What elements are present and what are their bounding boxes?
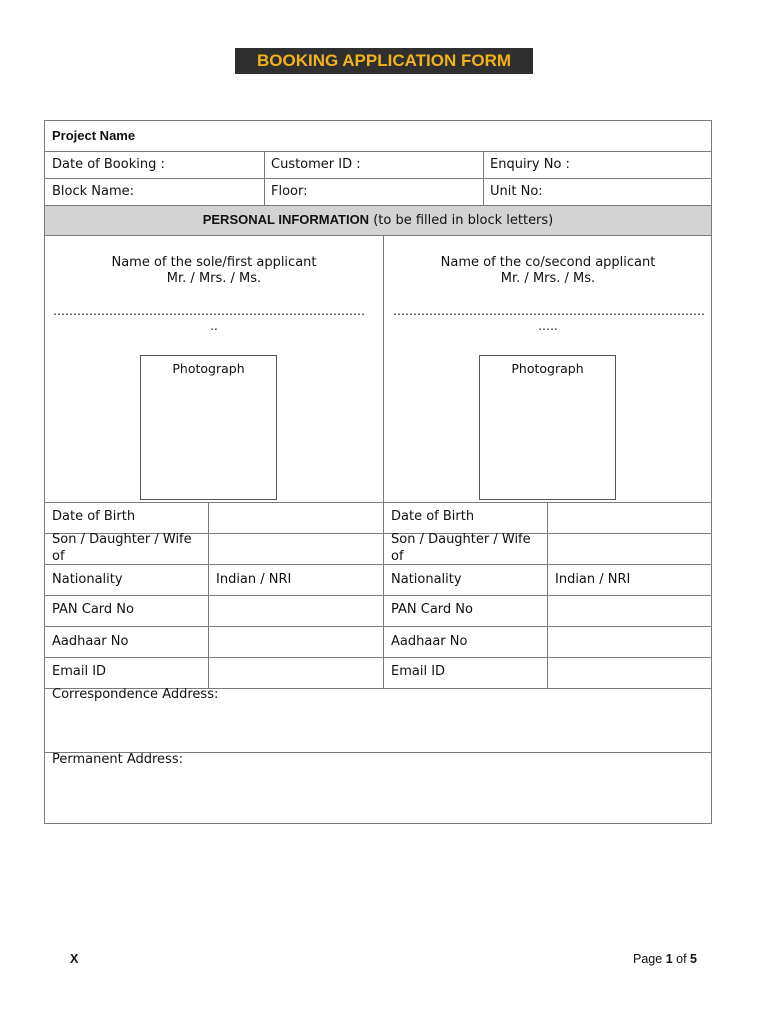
project-name-label: Project Name: [52, 128, 136, 143]
nationality-label: Nationality: [52, 572, 123, 587]
date-of-booking-label: Date of Booking :: [52, 157, 165, 172]
pan-label: PAN Card No: [52, 602, 134, 617]
divider: [45, 178, 711, 179]
divider: [208, 502, 209, 688]
section-note: (to be filled in block letters): [373, 213, 554, 228]
correspondence-address-label: Correspondence Address:: [52, 687, 219, 702]
second-applicant-name-line-end: .….: [538, 319, 558, 333]
first-applicant-photo-box: [140, 355, 277, 500]
page-current: 1: [665, 952, 673, 966]
divider: [547, 502, 548, 688]
divider: [45, 657, 711, 658]
permanent-address-label: Permanent Address:: [52, 752, 183, 767]
floor-label: Floor:: [271, 184, 308, 199]
aadhaar-label: Aadhaar No: [391, 634, 468, 649]
page-word: Page: [633, 952, 663, 966]
second-applicant-name-line: ……………………………………………………………………: [393, 304, 705, 318]
aadhaar-label: Aadhaar No: [52, 634, 129, 649]
second-applicant-salutation: Mr. / Mrs. / Ms.: [500, 271, 596, 286]
dob-label: Date of Birth: [391, 509, 475, 524]
pan-label: PAN Card No: [391, 602, 473, 617]
relation-label-cont: of: [52, 549, 65, 564]
section-title: [45, 212, 711, 228]
first-applicant-salutation: Mr. / Mrs. / Ms.: [166, 271, 262, 286]
page-total: 5: [690, 952, 697, 966]
divider: [383, 235, 384, 688]
relation-label-cont: of: [391, 549, 404, 564]
divider: [45, 151, 711, 152]
block-name-label: Block Name:: [52, 184, 135, 199]
email-label: Email ID: [52, 664, 107, 679]
dob-label: Date of Birth: [52, 509, 136, 524]
page-indicator: [633, 952, 697, 966]
section-label: PERSONAL INFORMATION: [202, 212, 370, 227]
divider: [45, 564, 711, 565]
first-applicant-name-line: ……………………………………………………………………: [53, 304, 365, 318]
divider: [483, 151, 484, 205]
photo-label: Photograph: [511, 361, 584, 376]
second-applicant-name-label: Name of the co/second applicant: [440, 255, 656, 270]
relation-label: Son / Daughter / Wife: [391, 532, 531, 547]
email-label: Email ID: [391, 664, 446, 679]
of-word: of: [676, 952, 687, 966]
booking-form: [44, 120, 712, 824]
divider: [45, 502, 711, 503]
customer-id-label: Customer ID :: [271, 157, 361, 172]
photo-label: Photograph: [172, 361, 245, 376]
nationality-value: Indian / NRI: [216, 572, 292, 587]
divider: [45, 626, 711, 627]
second-applicant-photo-box: [479, 355, 616, 500]
first-applicant-name-label: Name of the sole/first applicant: [111, 255, 317, 270]
nationality-value: Indian / NRI: [555, 572, 631, 587]
relation-label: Son / Daughter / Wife: [52, 532, 192, 547]
enquiry-no-label: Enquiry No :: [490, 157, 570, 172]
form-title: BOOKING APPLICATION FORM: [235, 48, 533, 74]
unit-no-label: Unit No:: [490, 184, 543, 199]
footer-mark: X: [70, 952, 79, 966]
nationality-label: Nationality: [391, 572, 462, 587]
divider: [45, 235, 711, 236]
divider: [45, 595, 711, 596]
divider: [264, 151, 265, 205]
first-applicant-name-line-end: ..: [210, 319, 218, 333]
